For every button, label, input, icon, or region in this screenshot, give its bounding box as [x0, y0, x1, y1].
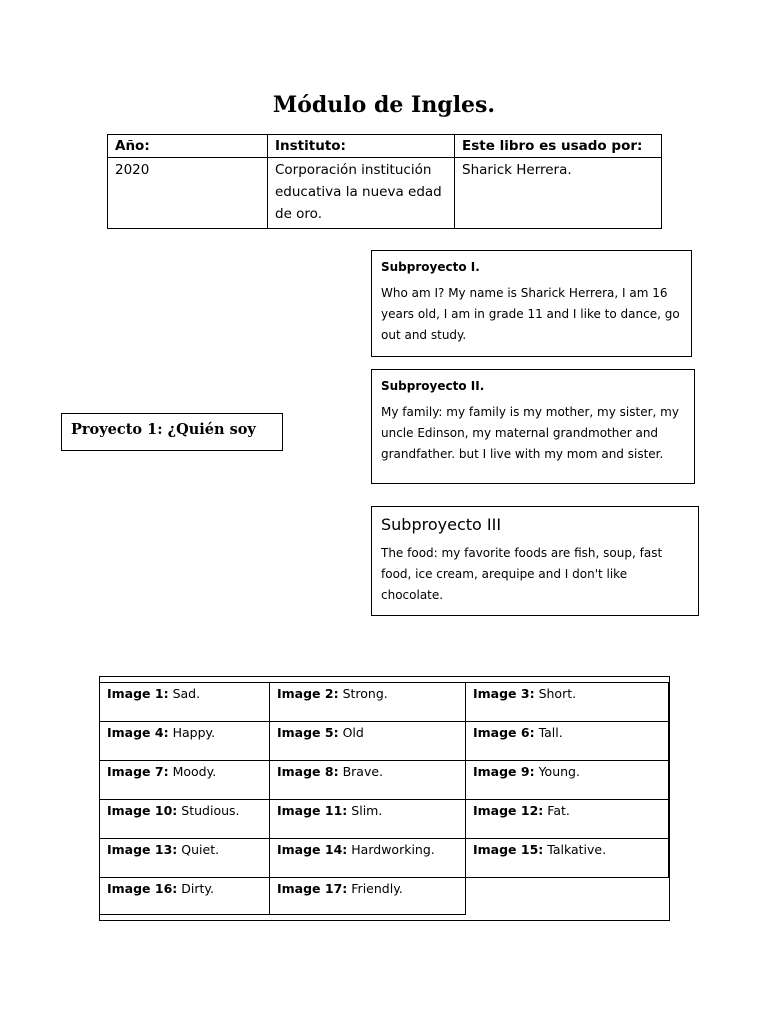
table-row	[100, 878, 669, 915]
cell-institute: Corporación institución educativa la nueva edad de oro.	[268, 158, 455, 229]
vocab-cell: Image 1: Sad.	[100, 683, 270, 722]
subproyecto-2-body: My family: my family is my mother, my sister, my uncle Edinson, my maternal grandmother and grandfather. but I live with my mom and sister.	[381, 405, 679, 461]
cell-used-by: Sharick Herrera.	[455, 158, 662, 229]
proyecto-title-box: Proyecto 1: ¿Quién soy	[61, 413, 283, 451]
vocab-cell: Image 13: Quiet.	[100, 839, 270, 878]
table-row	[100, 722, 669, 761]
vocab-cell: Image 3: Short.	[466, 683, 669, 722]
vocab-cell: Image 9: Young.	[466, 761, 669, 800]
vocab-cell: Image 8: Brave.	[270, 761, 466, 800]
vocab-cell: Image 11: Slim.	[270, 800, 466, 839]
subproyecto-3-heading: Subproyecto III	[381, 515, 502, 534]
table-row	[100, 839, 669, 878]
subproyecto-2-box	[371, 369, 695, 484]
empty-cell	[466, 878, 669, 915]
header-used-by: Este libro es usado por:	[455, 135, 662, 158]
vocabulary-table	[99, 682, 669, 915]
table-row	[100, 800, 669, 839]
subproyecto-2-heading: Subproyecto II.	[381, 379, 485, 393]
info-table	[107, 134, 662, 229]
info-header-row	[108, 135, 662, 158]
page-title: Módulo de Ingles.	[272, 92, 496, 118]
vocab-cell: Image 2: Strong.	[270, 683, 466, 722]
header-year: Año:	[108, 135, 268, 158]
vocab-cell: Image 6: Tall.	[466, 722, 669, 761]
cell-year: 2020	[108, 158, 268, 229]
subproyecto-3-box	[371, 506, 699, 616]
vocab-cell: Image 15: Talkative.	[466, 839, 669, 878]
subproyecto-1-heading: Subproyecto I.	[381, 260, 480, 274]
vocab-cell: Image 10: Studious.	[100, 800, 270, 839]
subproyecto-1-body: Who am I? My name is Sharick Herrera, I am 16 years old, I am in grade 11 and I like to dance, go out and study.	[381, 286, 680, 342]
vocab-cell: Image 12: Fat.	[466, 800, 669, 839]
table-row	[100, 683, 669, 722]
vocab-cell: Image 7: Moody.	[100, 761, 270, 800]
vocab-cell: Image 16: Dirty.	[100, 878, 270, 915]
vocab-cell: Image 5: Old	[270, 722, 466, 761]
vocab-cell: Image 14: Hardworking.	[270, 839, 466, 878]
subproyecto-1-box	[371, 250, 692, 357]
header-institute: Instituto:	[268, 135, 455, 158]
vocab-cell: Image 4: Happy.	[100, 722, 270, 761]
vocab-cell: Image 17: Friendly.	[270, 878, 466, 915]
info-data-row	[108, 158, 662, 229]
subproyecto-3-body: The food: my favorite foods are fish, soup, fast food, ice cream, arequipe and I don't like chocolate.	[381, 546, 663, 602]
table-row	[100, 761, 669, 800]
